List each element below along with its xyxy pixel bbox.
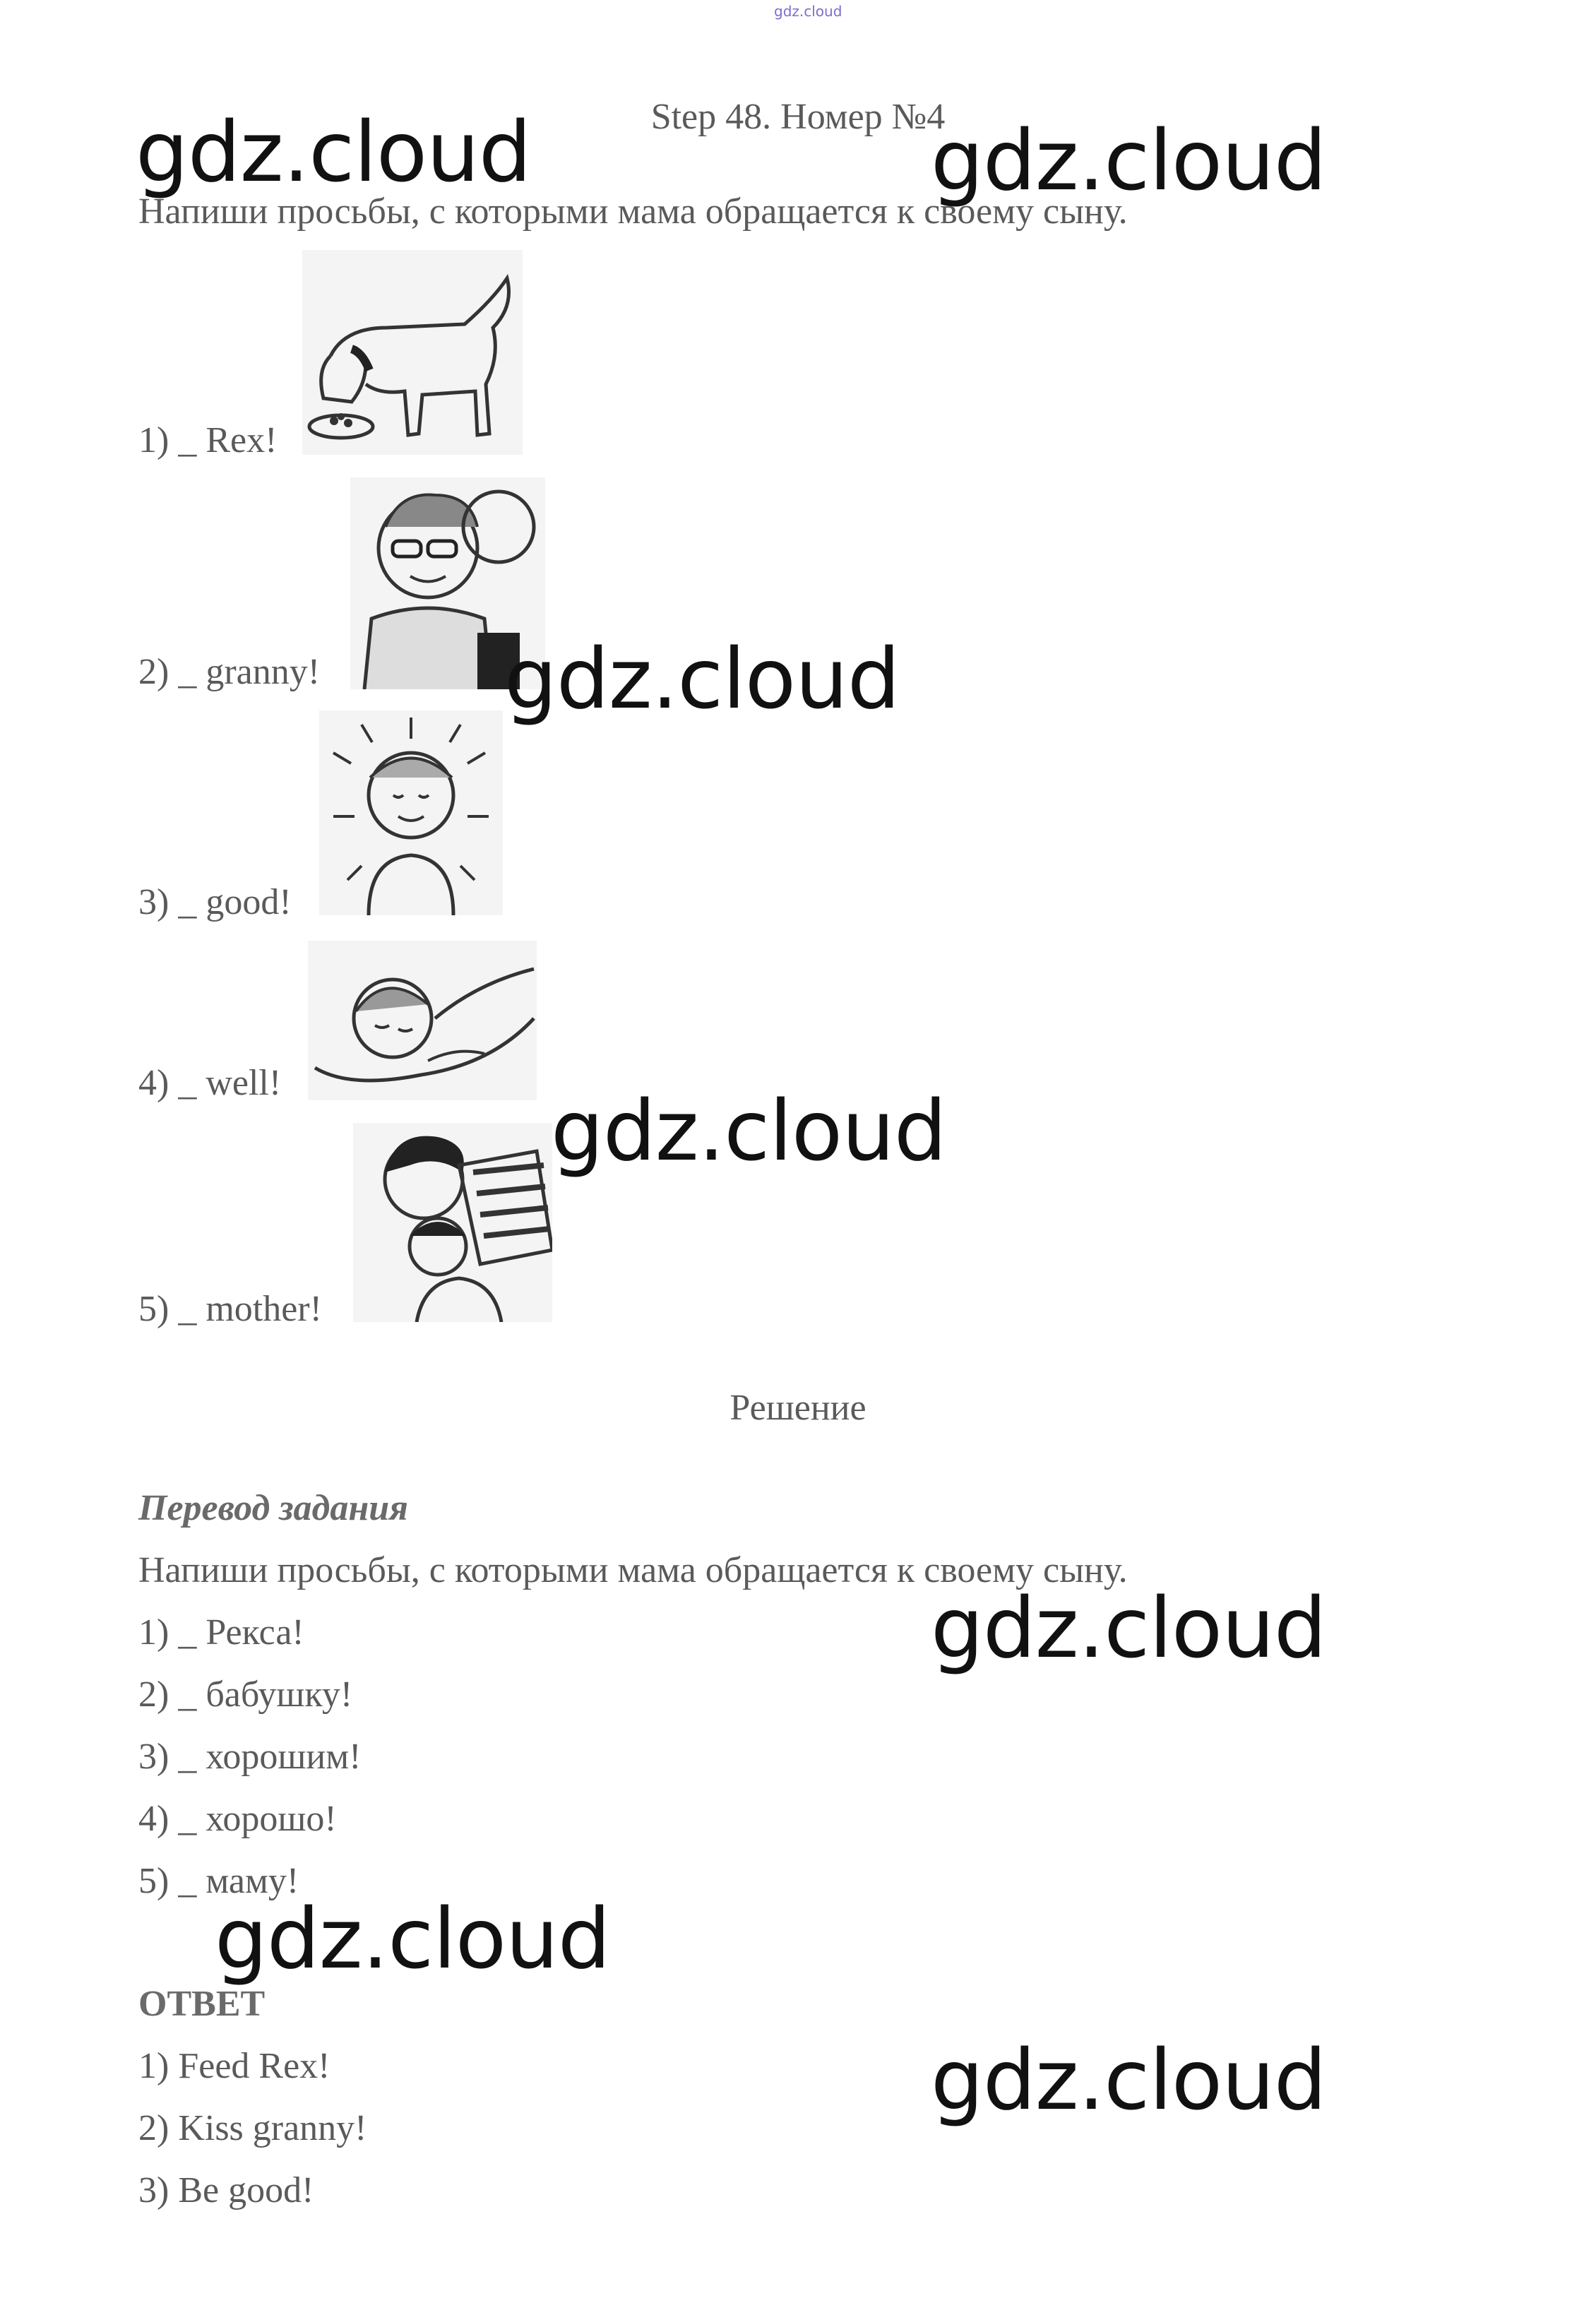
translation-item: 3) _ хорошим! xyxy=(138,1737,362,1777)
mother-hugging-child-icon xyxy=(353,1123,552,1322)
translation-text: Напиши просьбы, с которыми мама обращается к своему сыну. xyxy=(138,1550,1128,1590)
solution-heading: Решение xyxy=(729,1388,867,1428)
watermark: gdz.cloud xyxy=(136,103,531,201)
watermark: gdz.cloud xyxy=(931,1579,1326,1677)
translation-item: 2) _ бабушку! xyxy=(138,1674,353,1715)
item-5-label: 5) _ mother! xyxy=(138,1289,322,1329)
page-title: Step 48. Номер №4 xyxy=(650,97,946,137)
watermark: gdz.cloud xyxy=(931,112,1326,209)
translation-heading: Перевод задания xyxy=(138,1488,408,1528)
translation-item: 5) _ маму! xyxy=(138,1861,299,1901)
header-watermark: gdz.cloud xyxy=(774,3,842,20)
smiling-boy-icon xyxy=(319,710,503,915)
answer-item: 2) Kiss granny! xyxy=(138,2108,367,2148)
sleeping-child-icon xyxy=(308,941,537,1100)
item-1-label: 1) _ Rex! xyxy=(138,420,278,460)
watermark: gdz.cloud xyxy=(504,630,900,727)
item-3-label: 3) _ good! xyxy=(138,882,292,922)
item-4-label: 4) _ well! xyxy=(138,1063,282,1103)
translation-item: 4) _ хорошо! xyxy=(138,1799,337,1839)
item-2-label: 2) _ granny! xyxy=(138,652,321,692)
task-text: Напиши просьбы, с которыми мама обращается к своему сыну. xyxy=(138,191,1128,232)
dog-eating-icon xyxy=(302,250,523,455)
watermark: gdz.cloud xyxy=(931,2031,1326,2129)
watermark: gdz.cloud xyxy=(551,1082,946,1179)
answer-heading: ОТВЕТ xyxy=(138,1984,266,2024)
translation-item: 1) _ Рекса! xyxy=(138,1612,304,1653)
answer-item: 1) Feed Rex! xyxy=(138,2046,330,2086)
answer-item: 3) Be good! xyxy=(138,2170,314,2210)
watermark: gdz.cloud xyxy=(215,1890,610,1987)
